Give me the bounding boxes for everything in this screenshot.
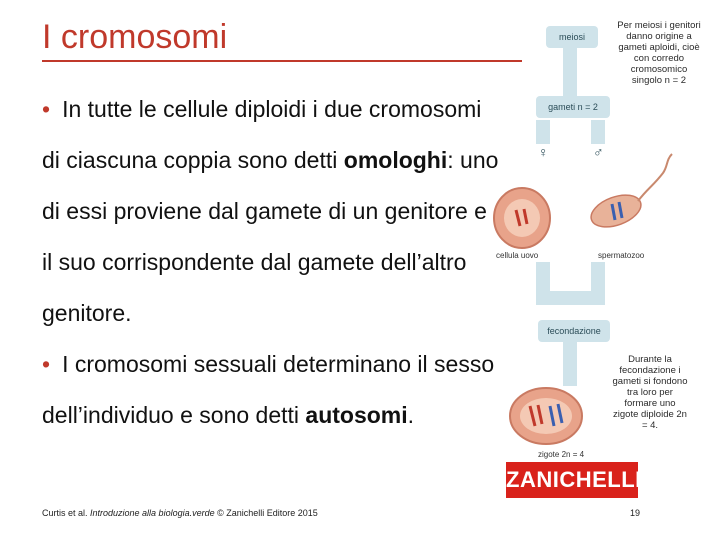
bullet-1-text-pre: In tutte le cellule diploidi i due cromosomi di ciascuna coppia sono detti <box>42 96 482 173</box>
female-symbol-icon: ♀ <box>538 144 549 160</box>
meiosi-note: Per meiosi i genitori danno origine a gameti aploidi, cioè con corredo cromosomico singolo n = 2 <box>617 20 701 86</box>
bullet-1-bold-term: omologhi <box>343 147 448 173</box>
male-symbol-icon: ♂ <box>593 144 604 160</box>
bullet-icon: • <box>42 96 51 122</box>
page-number: 19 <box>630 508 641 518</box>
meiosi-box: meiosi <box>546 26 598 48</box>
slide-body <box>42 84 502 441</box>
gameti-box: gameti n = 2 <box>536 96 610 118</box>
sperm-cell-illustration <box>587 154 672 233</box>
zygote-label: zigote 2n = 4 <box>538 450 585 459</box>
egg-cell-label: cellula uovo <box>496 251 539 260</box>
zanichelli-logo: ZANICHELLI <box>506 462 638 498</box>
egg-cell-illustration <box>494 188 550 248</box>
bullet-2-text-pre: I cromosomi sessuali determinano il sesso dell’individuo e sono detti <box>42 351 495 428</box>
fecondazione-box: fecondazione <box>538 320 610 342</box>
bullet-icon: • <box>42 351 51 377</box>
sperm-label: spermatozoo <box>598 251 645 260</box>
meiosis-fertilization-figure <box>488 8 720 470</box>
footer-book-title: Introduzione alla biologia.verde <box>90 508 215 518</box>
slide-title: I cromosomi <box>42 18 228 56</box>
footer-authors: Curtis et al. <box>42 508 91 518</box>
footer-citation <box>42 508 318 518</box>
bullet-2-bold-term: autosomi <box>305 402 408 428</box>
bullet-2-text-post: . <box>407 402 415 428</box>
footer-publisher: © Zanichelli Editore 2015 <box>214 508 318 518</box>
fecondazione-note: Durante la fecondazione i gameti si fondono tra loro per formare uno zigote diploide 2n = 4. <box>612 354 688 431</box>
title-underline <box>42 60 522 62</box>
bullet-1-text-post: : uno di essi proviene dal gamete di un genitore e il suo corrispondente dal gamete dell’altro genitore. <box>42 147 499 326</box>
zygote-illustration <box>510 388 582 444</box>
